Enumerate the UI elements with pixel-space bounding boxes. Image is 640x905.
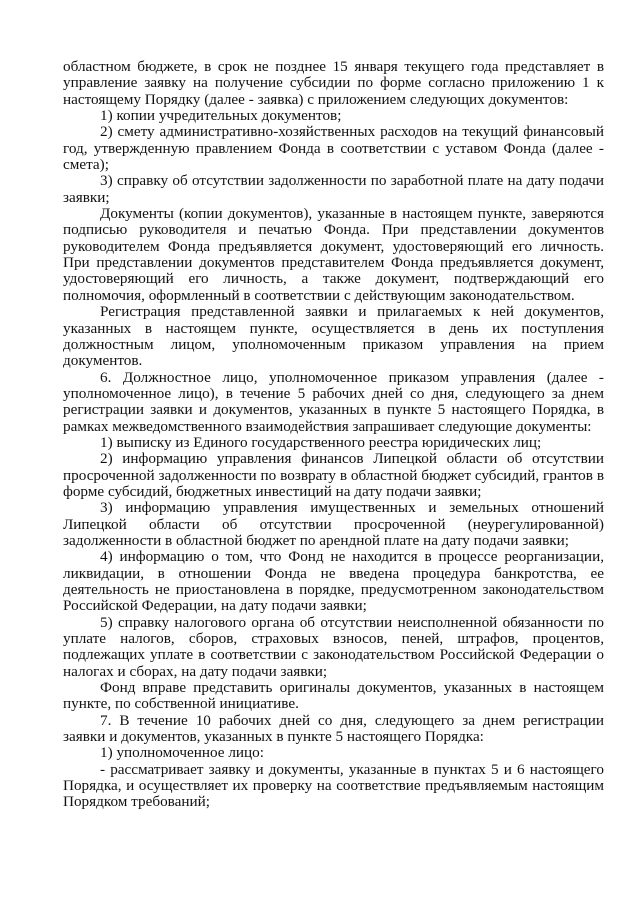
- paragraph-6-item-4: 4) информацию о том, что Фонд не находится в процессе реорганизации, ликвидации, в отношении Фонда не введена процедура банкротства, ее деятельность не приостановлена в порядке, предусмотренном законодательством Российской Федерации, на дату подачи заявки;: [63, 548, 604, 615]
- paragraph-section-6: 6. Должностное лицо, уполномоченное приказом управления (далее - уполномоченное лицо), в течение 5 рабочих дней со дня, следующего за днем регистрации заявки и документов, указанных в пункте 5 настоящего Порядка, в рамках межведомственного взаимодействия запрашивает следующие документы:: [63, 368, 604, 435]
- paragraph-6-item-5: 5) справку налогового органа об отсутствии неисполненной обязанности по уплате налогов, сборов, страховых взносов, пеней, штрафов, процентов, подлежащих уплате в соответствии с законодательством Российской Федерации о налогах и сборах, на дату подачи заявки;: [63, 613, 604, 680]
- document-page: [63, 59, 604, 811]
- paragraph-7-item-1: 1) уполномоченное лицо:: [100, 744, 264, 762]
- paragraph-registration: Регистрация представленной заявки и прилагаемых к ней документов, указанных в настоящем пункте, осуществляется в день их поступления должностным лицом, уполномоченным приказом управления на прием документов.: [63, 303, 604, 370]
- paragraph-6-item-2: 2) информацию управления финансов Липецкой области об отсутствии просроченной задолженности по возврату в областной бюджет субсидий, грантов в форме субсидий, бюджетных инвестиций на дату подачи заявки;: [63, 450, 604, 500]
- paragraph-own-initiative: Фонд вправе представить оригиналы документов, указанных в настоящем пункте, по собственной инициативе.: [63, 679, 604, 713]
- paragraph-item-1-copies: 1) копии учредительных документов;: [100, 107, 342, 125]
- paragraph-6-item-3: 3) информацию управления имущественных и земельных отношений Липецкой области об отсутствии просроченной (неурегулированной) задолженности в областной бюджет по арендной плате на дату подачи заявки;: [63, 499, 604, 549]
- paragraph-7-item-1-dash: - рассматривает заявку и документы, указанные в пунктах 5 и 6 настоящего Порядка, и осуществляет их проверку на соответствие предъявляемым настоящим Порядком требований;: [63, 760, 604, 811]
- paragraph-section-7: 7. В течение 10 рабочих дней со дня, следующего за днем регистрации заявки и документов, указанных в пункте 5 настоящего Порядка:: [63, 711, 604, 746]
- paragraph-item-3-certificate: 3) справку об отсутствии задолженности по заработной плате на дату подачи заявки;: [63, 172, 604, 206]
- paragraph-item-2-estimate: 2) смету административно-хозяйственных расходов на текущий финансовый год, утвержденную правлением Фонда в соответствии с уставом Фонда (далее - смета);: [63, 123, 604, 174]
- paragraph-6-item-1: 1) выписку из Единого государственного реестра юридических лиц;: [100, 433, 542, 451]
- paragraph-intro: областном бюджете, в срок не позднее 15 января текущего года представляет в управление заявку на получение субсидии по форме согласно приложению 1 к настоящему Порядку (далее - заявка) с приложением следующих документов:: [63, 58, 604, 108]
- paragraph-certification: Документы (копии документов), указанные в настоящем пункте, заверяются подписью руководителя и печатью Фонда. При представлении документов руководителем Фонда предъявляется документ, удостоверяющий его личность. При представлении документов представителем Фонда предъявляется документ, удостоверяющий его личность, а также документ, подтверждающий его полномочия, оформленный в соответствии с действующим законодательством.: [63, 205, 604, 304]
